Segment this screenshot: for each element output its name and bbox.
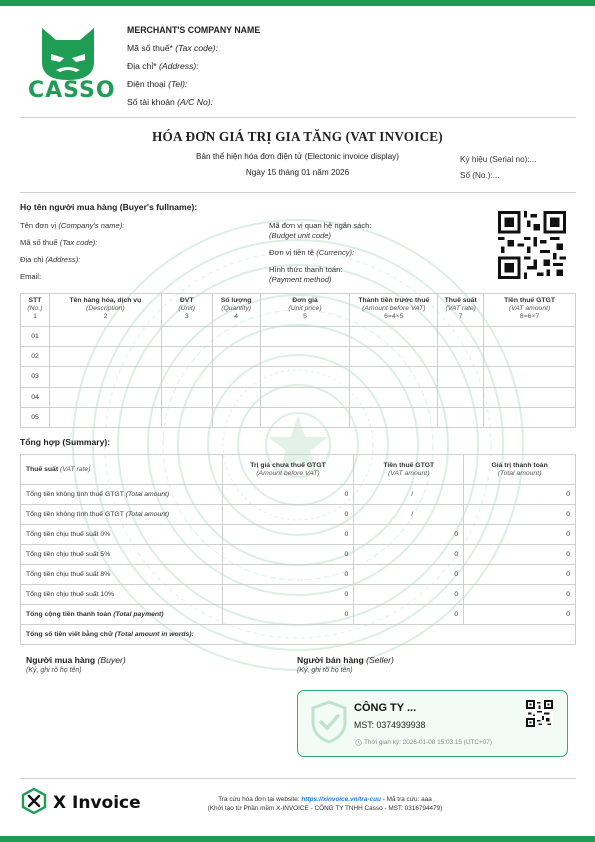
- title-divider: [20, 192, 576, 193]
- clock-icon: [355, 739, 362, 746]
- seller-signature-hint: (Ký, ghi rõ họ tên): [297, 667, 353, 674]
- summary-col-amount: Trị giá chưa thuế GTGT (Amount before VAT): [222, 455, 354, 485]
- row-number: 03: [21, 367, 50, 387]
- summary-cell: 0: [464, 485, 576, 505]
- summary-cell: 0: [354, 605, 464, 625]
- x-invoice-brand: X Invoice: [53, 793, 141, 813]
- summary-cell: 0: [464, 585, 576, 605]
- invoice-number: Số (No.):...: [460, 171, 500, 180]
- buyer-address-field: Địa chỉ (Address):: [20, 255, 81, 264]
- col-header-vat-amount: Tiền thuế GTGT (VAT amount) 8=6×7: [484, 294, 576, 327]
- summary-row: [21, 545, 576, 565]
- logo-text: CASSO: [28, 78, 116, 103]
- summary-cell: 0: [354, 565, 464, 585]
- lookup-link[interactable]: https://xinvoice.vn/tra-cuu: [301, 796, 381, 803]
- stamp-qr-code-icon: [526, 700, 553, 727]
- merchant-address: Địa chỉ* (Address):: [127, 61, 199, 71]
- summary-col-total: Giá trị thanh toán (Total amount): [464, 455, 576, 485]
- invoice-subtitle: Bản thể hiện hóa đơn điện tử (Electonic invoice display): [196, 152, 399, 161]
- row-number: 02: [21, 347, 50, 367]
- invoice-title: HÓA ĐƠN GIÁ TRỊ GIA TĂNG (VAT INVOICE): [152, 129, 443, 144]
- summary-cell: 0: [222, 605, 354, 625]
- summary-row: [21, 505, 576, 525]
- invoice-serial-block: [460, 152, 536, 184]
- bottom-accent-bar: [0, 836, 595, 842]
- amount-in-words-label: Tổng số tiền viết bằng chữ (Total amount in words):: [21, 625, 576, 645]
- col-header-quantity: Số lượng (Quantity) 4: [212, 294, 260, 327]
- merchant-info: [127, 21, 260, 111]
- summary-cell: 0: [354, 585, 464, 605]
- summary-heading: Tổng hợp (Summary):: [20, 437, 111, 447]
- table-row: [21, 367, 576, 387]
- summary-row-label: Tổng tiền chịu thuế suất 5%: [21, 545, 223, 565]
- stamp-sign-time: Thời gian ký: 2026-01-08 15:03:15 (UTC+07): [364, 739, 492, 746]
- col-header-amount: Thành tiền trước thuế (Amount before VAT) 6=4×5: [350, 294, 438, 327]
- summary-total-row: [21, 605, 576, 625]
- summary-cell: 0: [222, 545, 354, 565]
- invoice-date: Ngày 15 tháng 01 năm 2026: [245, 168, 350, 177]
- col-header-unit-price: Đơn giá (Unit price) 5: [260, 294, 350, 327]
- summary-row-label: Tổng tiền chịu thuế suất 0%: [21, 525, 223, 545]
- summary-header-row: [21, 455, 576, 485]
- buyer-signature-title: Người mua hàng (Buyer): [26, 655, 126, 665]
- summary-col-vat-amount: Tiền thuế GTGT (VAT amount): [354, 455, 464, 485]
- col-header-vat-rate: Thuế suất (VAT rate) 7: [438, 294, 484, 327]
- summary-row: [21, 565, 576, 585]
- budget-unit-field: Mã đơn vị quan hệ ngân sách: (Budget unit code): [269, 221, 372, 240]
- footer-created-line: (Khởi tạo từ Phần mềm X-INVOICE - CÔNG TY TNHH Casso - MST: 0316794479): [207, 804, 443, 812]
- serial-number: Ký hiệu (Serial no):...: [460, 155, 537, 164]
- buyer-email-field: Email:: [20, 272, 42, 281]
- shield-check-icon: [310, 700, 348, 744]
- merchant-account: Số tài khoản (A/C No):: [127, 97, 213, 107]
- summary-col-vat-rate: Thuế suất (VAT rate): [21, 455, 223, 485]
- col-header-no: STT (No.) 1: [21, 294, 50, 327]
- footer-divider: [20, 778, 576, 779]
- qr-code-icon: [498, 211, 566, 279]
- items-table: [20, 293, 576, 428]
- summary-cell: 0: [222, 565, 354, 585]
- table-row: [21, 327, 576, 347]
- summary-row-label: Tổng tiền chịu thuế suất 10%: [21, 585, 223, 605]
- stamp-company: CÔNG TY ...: [354, 702, 417, 714]
- merchant-name: MERCHANT'S COMPANY NAME: [127, 25, 261, 35]
- summary-words-row: [21, 625, 576, 645]
- summary-cell: 0: [464, 545, 576, 565]
- buyer-signature-hint: (Ký, ghi rõ họ tên): [26, 667, 82, 674]
- summary-row: [21, 485, 576, 505]
- row-number: 01: [21, 327, 50, 347]
- summary-cell: 0: [222, 525, 354, 545]
- merchant-tel: Điện thoại (Tel):: [127, 79, 188, 89]
- table-row: [21, 387, 576, 407]
- col-header-unit: ĐVT (Unit) 3: [161, 294, 212, 327]
- summary-cell: /: [354, 485, 464, 505]
- x-invoice-logo-icon: [21, 788, 47, 814]
- footer-lookup-line: Tra cứu hóa đơn tại website: https://xinvoice.vn/tra-cuu - Mã tra cứu: aaa: [218, 796, 432, 803]
- summary-cell: 0: [464, 565, 576, 585]
- seller-signature-title: Người bán hàng (Seller): [297, 655, 394, 665]
- summary-cell: 0: [464, 525, 576, 545]
- stamp-tax-code: MST: 0374939938: [354, 720, 426, 730]
- summary-cell: 0: [222, 585, 354, 605]
- currency-field: Đơn vị tiền tệ (Currency):: [269, 248, 355, 257]
- buyer-company-field: Tên đơn vị (Company's name):: [20, 221, 125, 230]
- summary-cell: 0: [464, 605, 576, 625]
- summary-cell: 0: [354, 525, 464, 545]
- summary-cell: /: [354, 505, 464, 525]
- col-header-description: Tên hàng hóa, dịch vụ (Description) 2: [49, 294, 161, 327]
- footer-info: [160, 796, 490, 813]
- table-row: [21, 407, 576, 427]
- summary-table: [20, 454, 576, 645]
- summary-cell: 0: [222, 505, 354, 525]
- summary-row-label: Tổng tiền không tính thuế GTGT (Total amount): [21, 485, 223, 505]
- top-accent-bar: [0, 0, 595, 6]
- payment-method-field: Hình thức thanh toán: (Payment method): [269, 265, 343, 284]
- row-number: 04: [21, 387, 50, 407]
- merchant-tax-code: Mã số thuế* (Tax code):: [127, 43, 218, 53]
- buyer-heading: Họ tên người mua hàng (Buyer's fullname):: [20, 202, 198, 212]
- summary-row: [21, 525, 576, 545]
- header-divider: [20, 117, 576, 118]
- summary-row-label: Tổng cộng tiền thanh toán (Total payment): [21, 605, 223, 625]
- summary-row: [21, 585, 576, 605]
- summary-cell: 0: [464, 505, 576, 525]
- summary-cell: 0: [354, 545, 464, 565]
- row-number: 05: [21, 407, 50, 427]
- items-header-row: [21, 294, 576, 327]
- summary-row-label: Tổng tiền chịu thuế suất 8%: [21, 565, 223, 585]
- summary-cell: 0: [222, 485, 354, 505]
- buyer-tax-field: Mã số thuế (Tax code):: [20, 238, 98, 247]
- table-row: [21, 347, 576, 367]
- summary-row-label: Tổng tiền không tính thuế GTGT (Total amount): [21, 505, 223, 525]
